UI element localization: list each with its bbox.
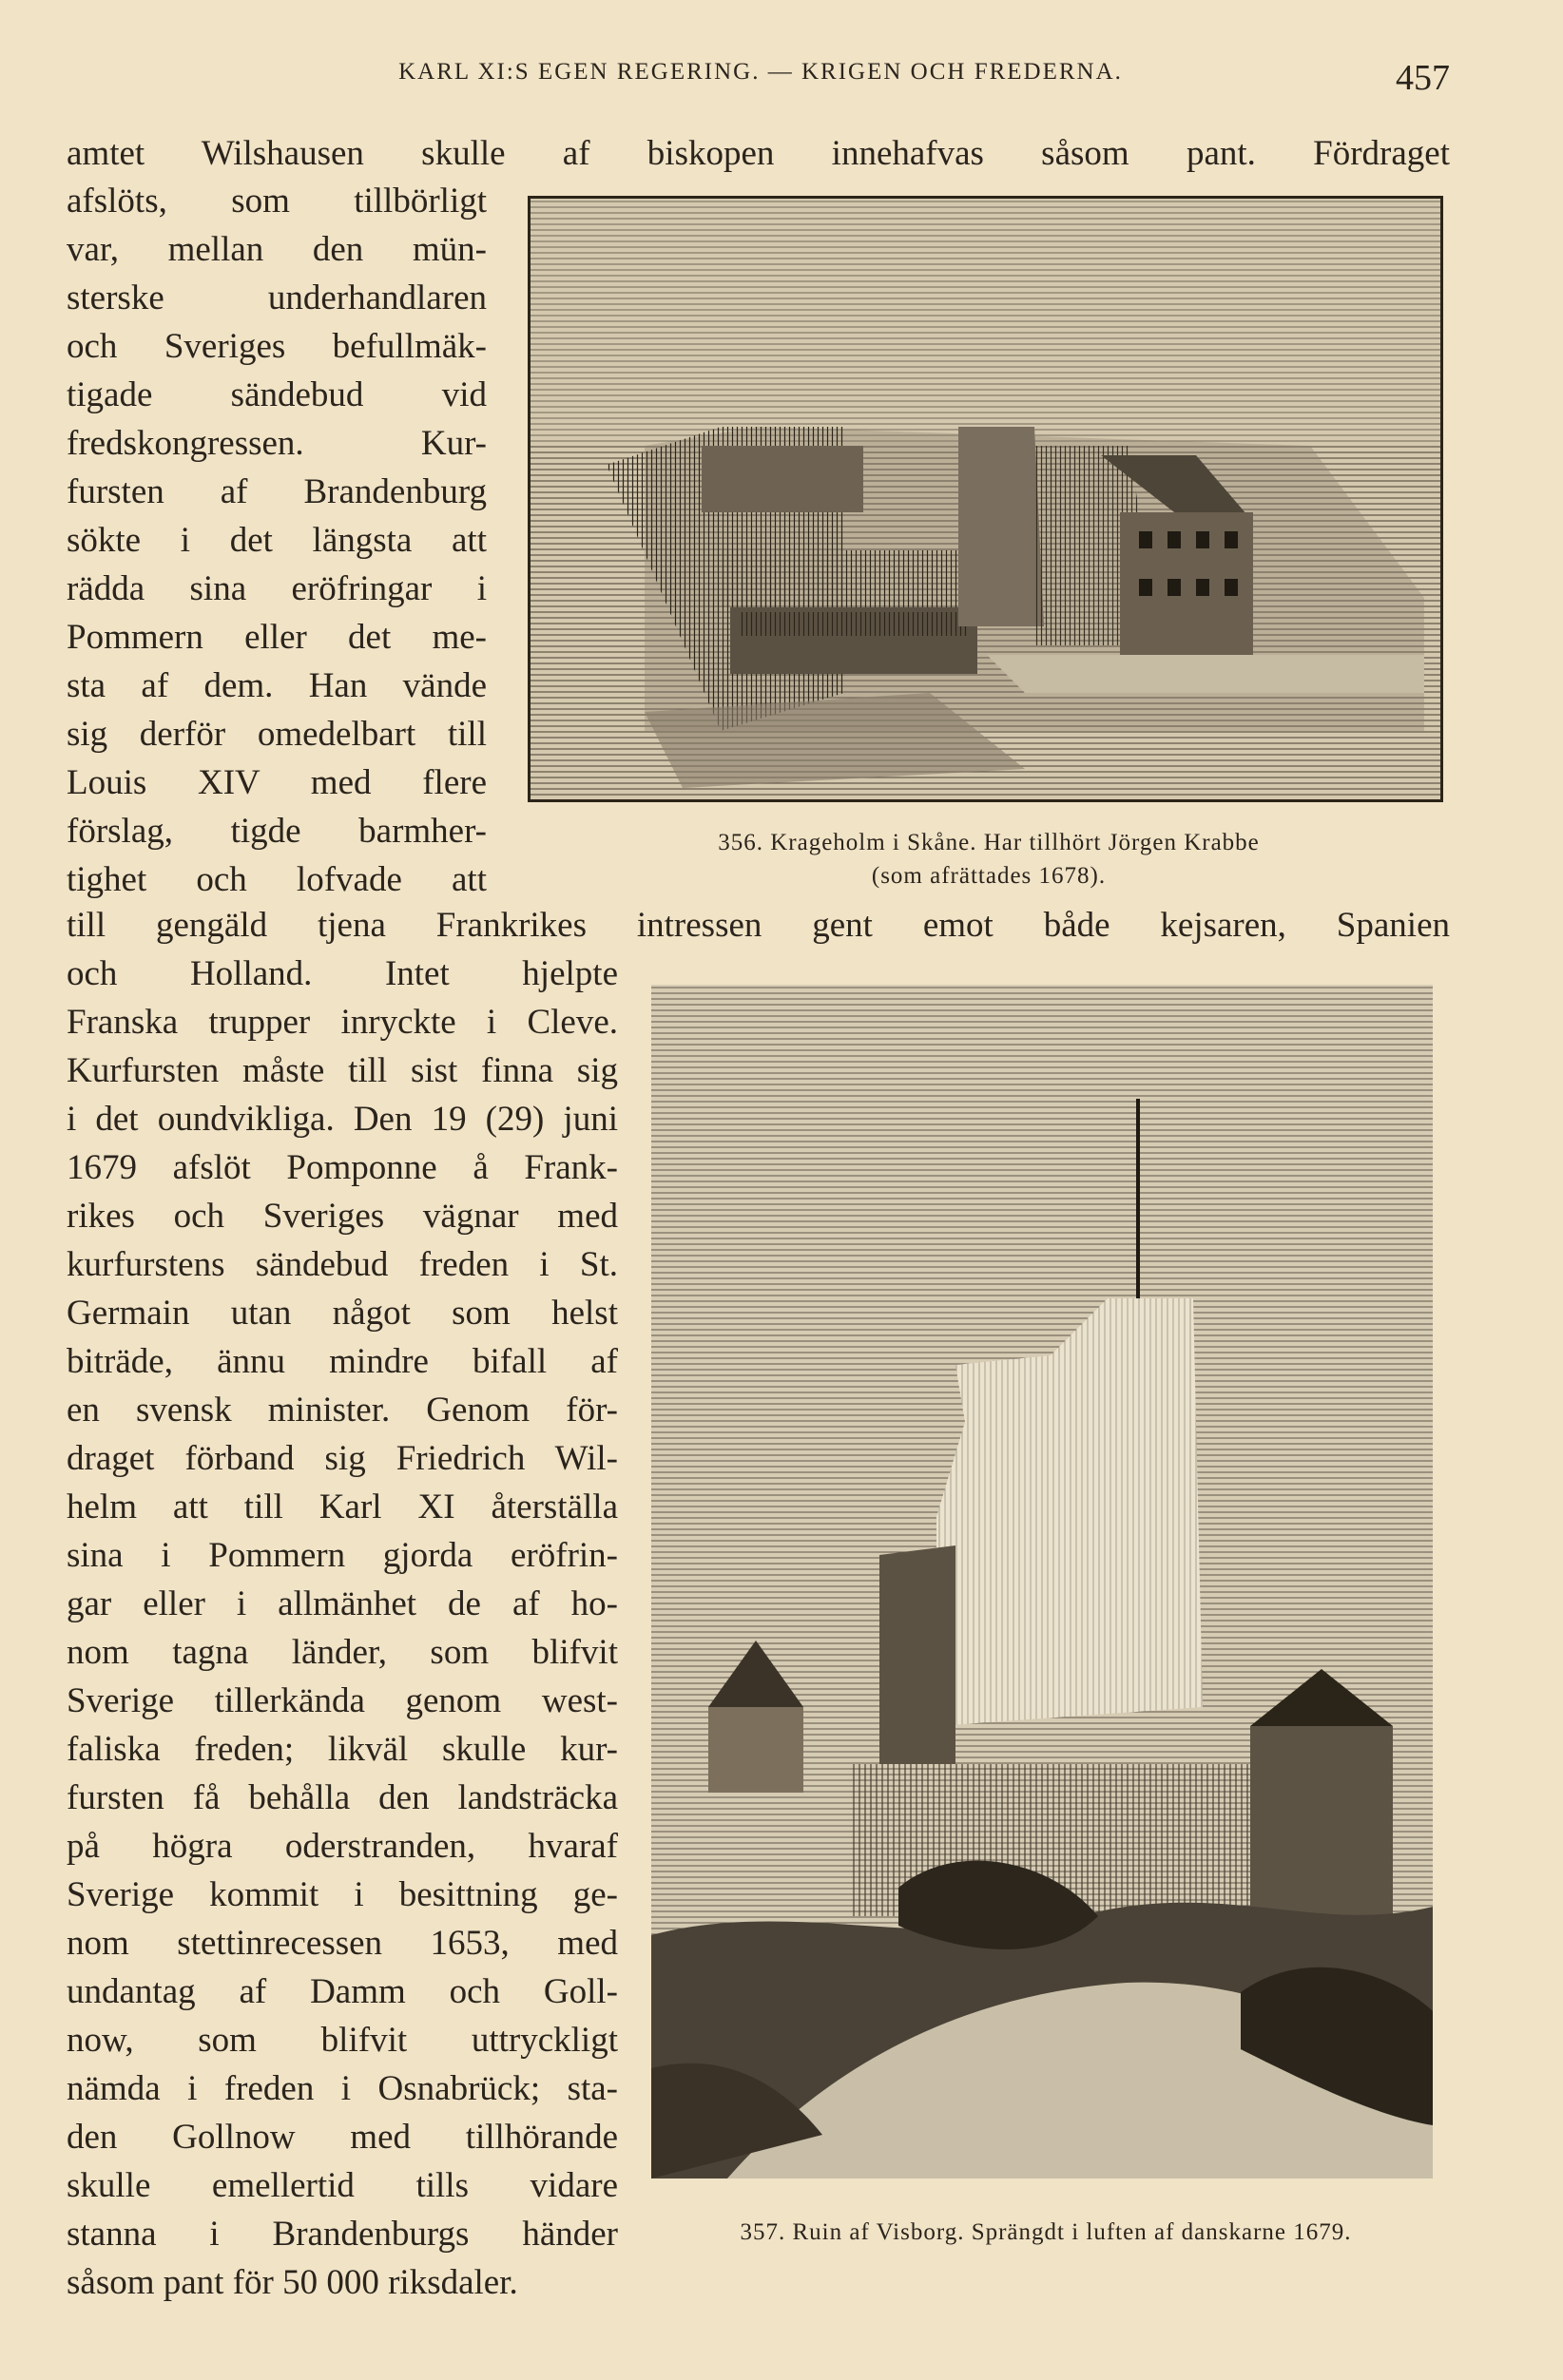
body-text-line: fursten af Brandenburg [67,472,487,511]
visborg-ruin-illustration [651,985,1433,2178]
body-text-line: rikes och Sveriges vägnar med [67,1197,618,1236]
krageholm-illustration [531,199,1440,799]
body-text-line: now, som blifvit uttryckligt [67,2021,618,2060]
body-text-line: fredskongressen. Kur- [67,424,487,463]
body-text-line: tigade sändebud vid [67,375,487,414]
body-text-line: sterske underhandlaren [67,278,487,317]
body-text-line: förslag, tigde barmher- [67,812,487,851]
body-text-line: på högra oderstranden, hvaraf [67,1827,618,1866]
body-text-line: fursten få behålla den landsträcka [67,1778,618,1817]
body-text-line: 1679 afslöt Pomponne å Frank- [67,1148,618,1187]
body-text-line: amtet Wilshausen skulle af biskopen innehafvas såsom pant. Fördraget [67,134,1450,173]
body-text-line: Louis XIV med flere [67,763,487,802]
body-text-line: var, mellan den mün- [67,230,487,269]
body-text-line: Sverige kommit i besittning ge- [67,1875,618,1914]
body-text-line: afslöts, som tillbörligt [67,182,487,221]
body-text-line: en svensk minister. Genom för- [67,1391,618,1430]
body-text-line: nom stettinrecessen 1653, med [67,1924,618,1963]
body-text-line: sökte i det längsta att [67,521,487,560]
body-text-line: kurfurstens sändebud freden i St. [67,1245,618,1284]
body-text-line: gar eller i allmänhet de af ho- [67,1584,618,1623]
body-text-line: sina i Pommern gjorda eröfrin- [67,1536,618,1575]
body-text-line: draget förband sig Friedrich Wil- [67,1439,618,1478]
body-text-line: undantag af Damm och Goll- [67,1972,618,2011]
body-text-line: stanna i Brandenburgs händer [67,2215,618,2254]
figure-357-engraving [651,985,1433,2178]
body-text-line: rädda sina eröfringar i [67,569,487,608]
body-text-line: Germain utan något som helst [67,1294,618,1333]
body-text-line: sta af dem. Han vände [67,666,487,705]
body-text-line: Sverige tillerkända genom west- [67,1681,618,1720]
body-text-line: till gengäld tjena Frankrikes intressen gent emot både kejsaren, Spanien [67,906,1450,945]
body-text-line: Kurfursten måste till sist finna sig [67,1051,618,1090]
figure-356-caption-line2: (som afrättades 1678). [871,863,1107,889]
body-text-line: tighet och lofvade att [67,860,487,899]
body-text-line: sig derför omedelbart till [67,715,487,754]
figure-356-engraving [528,196,1443,802]
body-text-line: helm att till Karl XI återställa [67,1488,618,1526]
body-text-line: nom tagna länder, som blifvit [67,1633,618,1672]
body-text-line: den Gollnow med tillhörande [67,2118,618,2157]
body-text-line: skulle emellertid tills vidare [67,2166,618,2205]
body-text-line: såsom pant för 50 000 riksdaler. [67,2263,518,2302]
body-text-line: och Sveriges befullmäk- [67,327,487,366]
figure-356-caption-line1: 356. Krageholm i Skåne. Har tillhört Jörgen Krabbe [718,830,1260,855]
body-text-line: biträde, ännu mindre bifall af [67,1342,618,1381]
body-text-line: i det oundvikliga. Den 19 (29) juni [67,1100,618,1139]
body-text-line: nämda i freden i Osnabrück; sta- [67,2069,618,2108]
body-text-line: faliska freden; likväl skulle kur- [67,1730,618,1769]
body-text-line: Franska trupper inryckte i Cleve. [67,1003,618,1042]
running-header: KARL XI:S EGEN REGERING. — KRIGEN OCH FREDERNA. [398,59,1123,85]
body-text-line: Pommern eller det me- [67,618,487,657]
figure-357-caption: 357. Ruin af Visborg. Sprängdt i luften af danskarne 1679. [740,2219,1352,2245]
body-text-line: och Holland. Intet hjelpte [67,954,618,993]
page-number: 457 [1396,58,1450,98]
